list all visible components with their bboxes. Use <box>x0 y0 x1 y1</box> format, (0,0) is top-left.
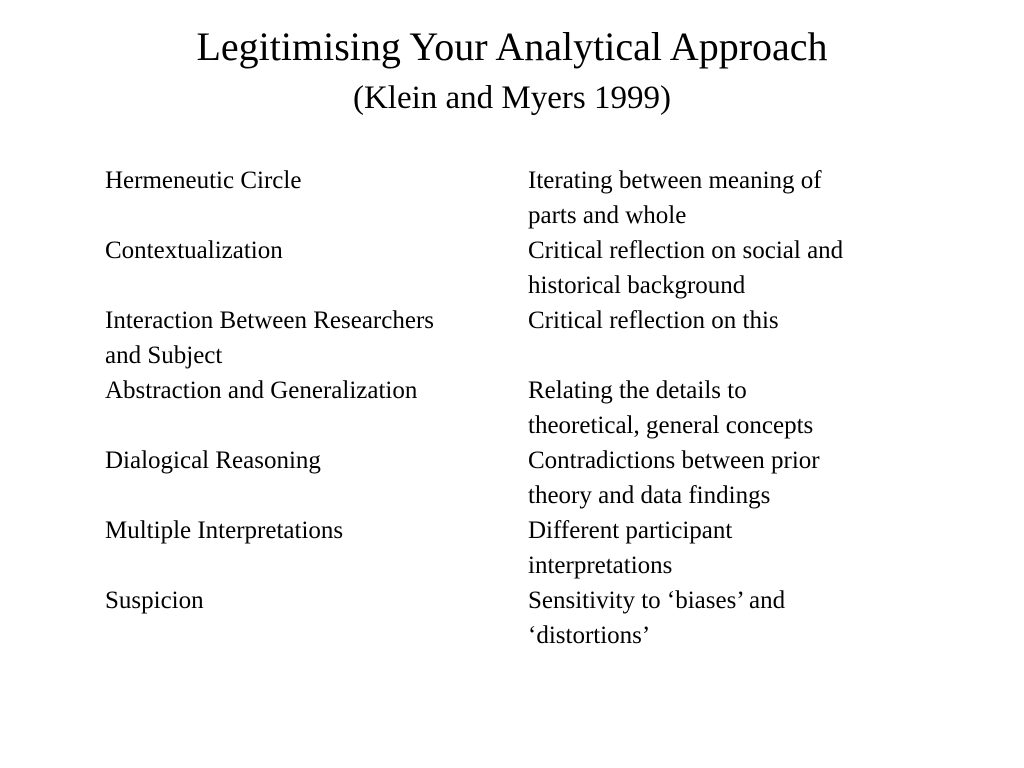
term-line: Hermeneutic Circle <box>105 167 302 194</box>
table-row <box>105 233 945 303</box>
principle-description <box>528 303 928 338</box>
description-line: Different participant <box>528 517 733 544</box>
table-row <box>105 583 945 653</box>
description-line: historical background <box>528 272 746 299</box>
principle-description <box>528 583 928 653</box>
term-line: and Subject <box>105 342 223 369</box>
description-line: parts and whole <box>528 202 687 229</box>
principle-description <box>528 233 928 303</box>
term-line: Contextualization <box>105 237 283 264</box>
description-line: theory and data findings <box>528 482 771 509</box>
description-line: Contradictions between prior <box>528 447 820 474</box>
slide-subtitle: (Klein and Myers 1999) <box>352 80 671 116</box>
description-line: Iterating between meaning of <box>528 167 822 194</box>
term-line: Multiple Interpretations <box>105 517 344 544</box>
principle-term <box>105 373 528 408</box>
principle-description <box>528 163 928 233</box>
term-line: Dialogical Reasoning <box>105 447 321 474</box>
description-line: interpretations <box>528 552 673 579</box>
term-line: Abstraction and Generalization <box>105 377 418 404</box>
table-row <box>105 373 945 443</box>
table-row <box>105 163 945 233</box>
term-line: Interaction Between Researchers <box>105 307 435 334</box>
description-line: ‘distortions’ <box>528 622 651 649</box>
principle-description <box>528 513 928 583</box>
description-line: Critical reflection on this <box>528 307 779 334</box>
principle-term <box>105 583 528 618</box>
principle-term <box>105 233 528 268</box>
description-line: Sensitivity to ‘biases’ and <box>528 587 786 614</box>
description-line: Critical reflection on social and <box>528 237 844 264</box>
principle-term <box>105 303 528 373</box>
term-line: Suspicion <box>105 587 204 614</box>
description-line: theoretical, general concepts <box>528 412 814 439</box>
principle-description <box>528 443 928 513</box>
principle-term <box>105 513 528 548</box>
principle-term <box>105 443 528 478</box>
description-line: Relating the details to <box>528 377 747 404</box>
table-row <box>105 513 945 583</box>
table-row <box>105 303 945 373</box>
table-row <box>105 443 945 513</box>
principle-term <box>105 163 528 198</box>
principles-table <box>105 163 945 653</box>
principle-description <box>528 373 928 443</box>
slide-title: Legitimising Your Analytical Approach <box>196 24 828 69</box>
